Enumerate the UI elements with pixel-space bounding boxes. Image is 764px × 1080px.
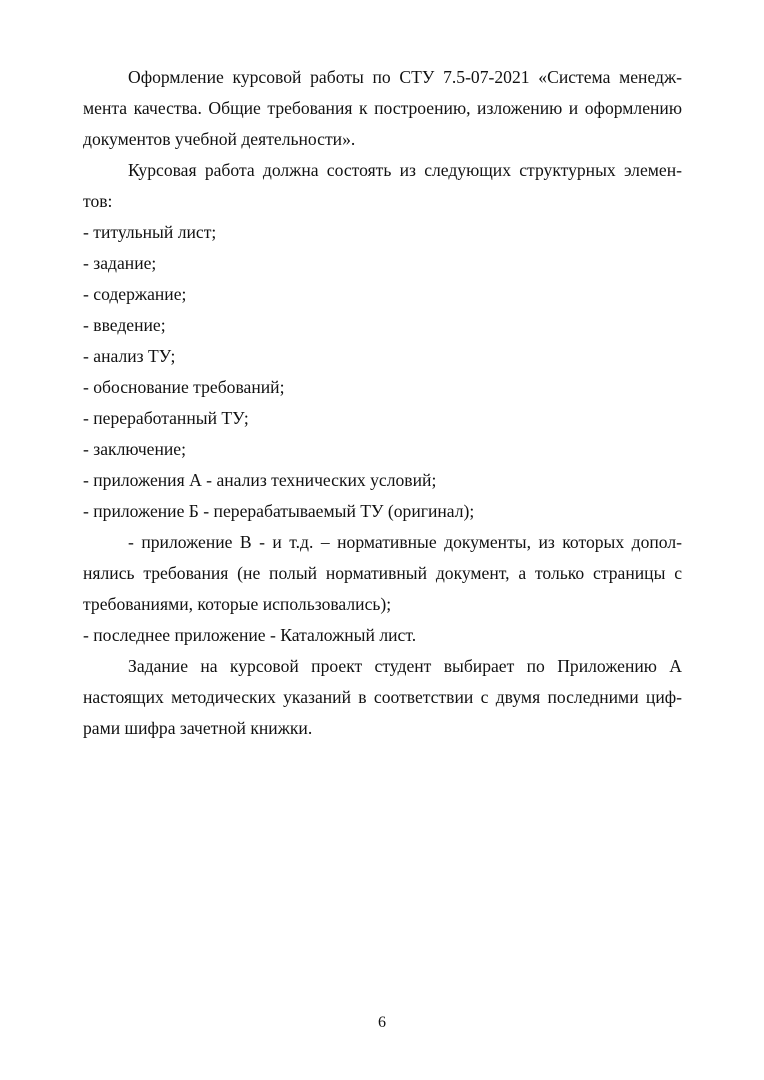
list-item: - приложение Б - перерабатываемый ТУ (оригинал);: [83, 501, 475, 521]
page-content: [83, 62, 682, 744]
list-item: - заключение;: [83, 439, 187, 459]
list-item: - задание;: [83, 253, 157, 273]
list-item: - анализ ТУ;: [83, 346, 176, 366]
list-item: - последнее приложение - Каталожный лист.: [83, 625, 417, 645]
list-item: - приложения А - анализ технических условий;: [83, 470, 437, 490]
list-item: - введение;: [83, 315, 166, 335]
list-item: - обоснование требований;: [83, 377, 285, 397]
paragraph-structure-lead: Курсовая работа должна состоять из следующих структурных элемен-тов:: [83, 160, 682, 211]
paragraph-intro: Оформление курсовой работы по СТУ 7.5-07-2021 «Система менедж-мента качества. Общие требования к построению, изложению и оформлению документов учебной деятельности».: [83, 67, 682, 149]
list-item: - содержание;: [83, 284, 187, 304]
list-item: - приложение В - и т.д. – нормативные документы, из которых допол-нялись требования (не полый нормативный документ, а только страницы с требованиями, которые использовались);: [83, 532, 682, 614]
paragraph-assignment: Задание на курсовой проект студент выбирает по Приложению А настоящих методических указаний в соответствии с двумя последними циф-рами шифра зачетной книжки.: [83, 656, 682, 738]
page-number: 6: [378, 1014, 386, 1031]
list-item: - титульный лист;: [83, 222, 217, 242]
list-item: - переработанный ТУ;: [83, 408, 249, 428]
